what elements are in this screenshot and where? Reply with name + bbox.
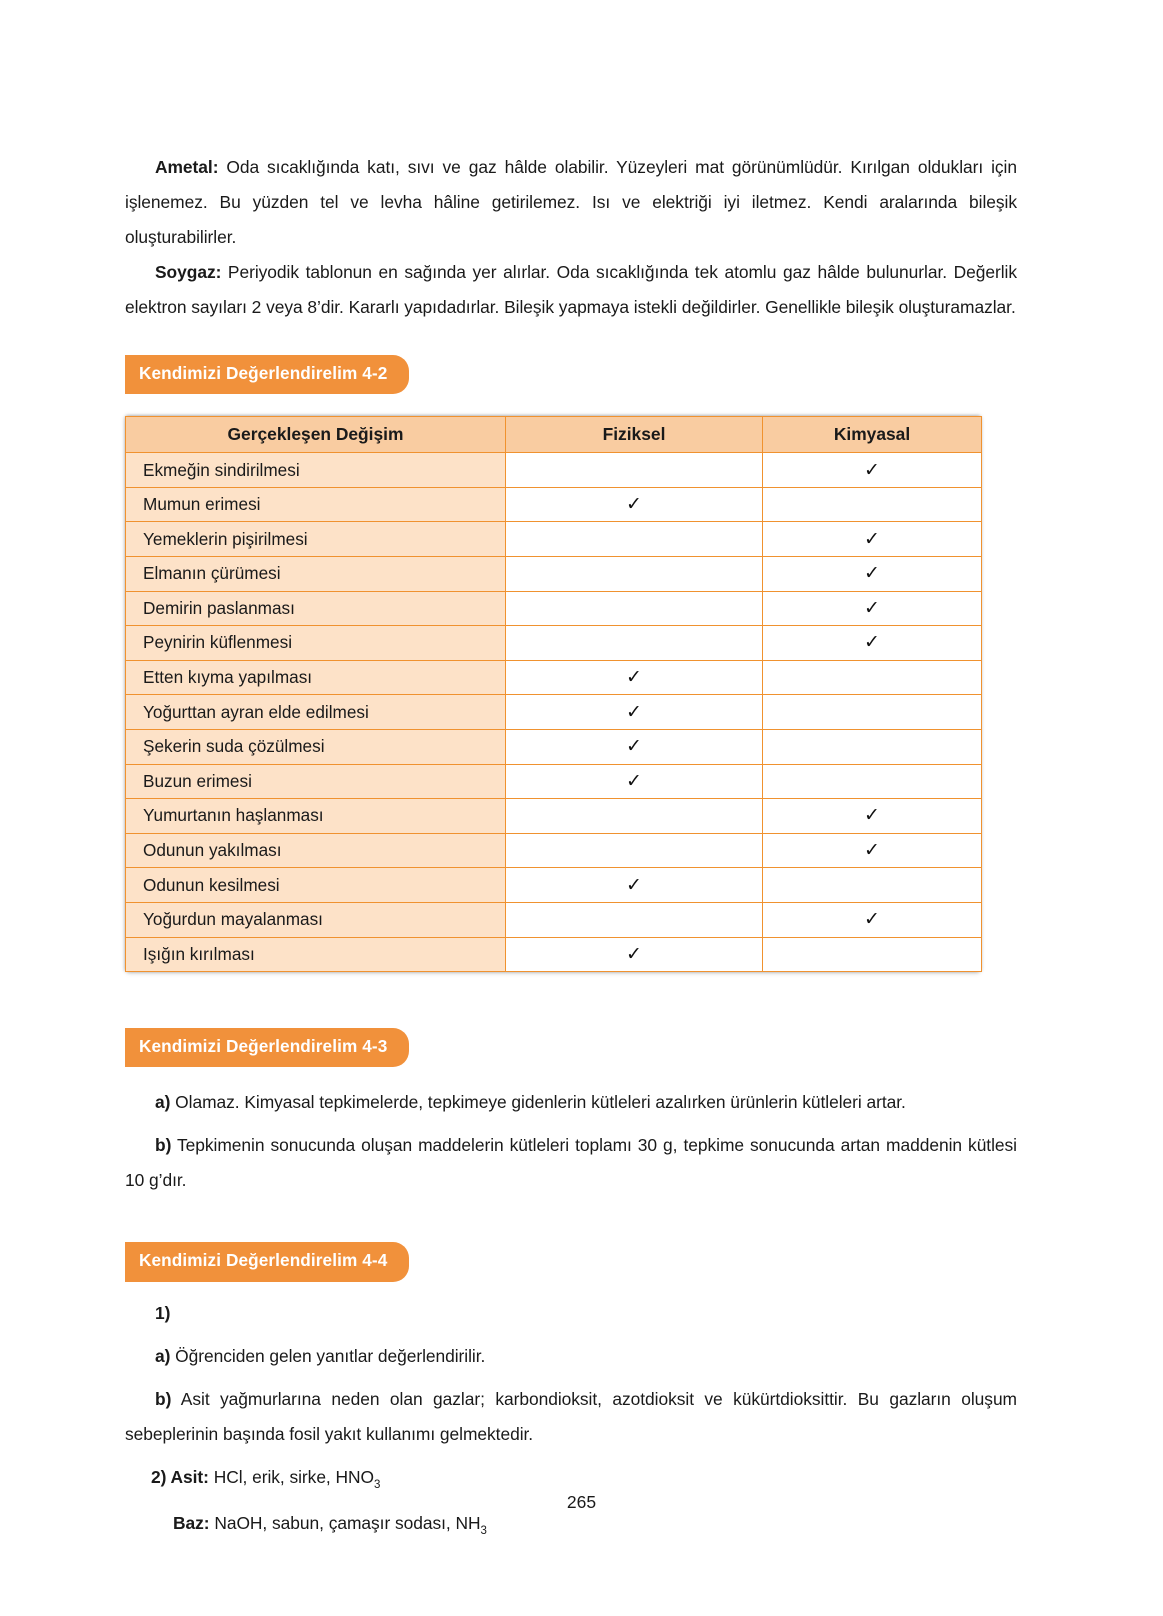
table-row (126, 453, 982, 488)
cell-fiziksel (506, 487, 763, 522)
check-icon: ✓ (864, 562, 880, 585)
check-icon: ✓ (864, 631, 880, 654)
answer-4-4-asit-text: HCl, erik, sirke, HNO (208, 1466, 374, 1487)
cell-change-name: Ekmeğin sindirilmesi (126, 453, 506, 488)
cell-kimyasal (763, 522, 982, 557)
check-icon: ✓ (626, 735, 642, 758)
changes-table (125, 416, 982, 972)
answer-4-4-asit-label: 2) Asit: (151, 1466, 209, 1487)
table-row (126, 626, 982, 661)
table-header-row (126, 417, 982, 453)
cell-kimyasal (763, 695, 982, 730)
answer-4-3-b-text: Tepkimenin sonucunda oluşan maddelerin kütleleri toplamı 30 g, tepkime sonucunda artan maddenin kütlesi 10 g’dır. (125, 1135, 1017, 1191)
table-row (126, 764, 982, 799)
answer-4-3-a (125, 1085, 1017, 1120)
cell-kimyasal (763, 729, 982, 764)
table-row (126, 902, 982, 937)
table-row (126, 799, 982, 834)
badge-kendimizi-degerlendirelim-4-4: Kendimizi Değerlendirelim 4-4 (125, 1242, 409, 1281)
cell-change-name: Etten kıyma yapılması (126, 660, 506, 695)
check-icon: ✓ (626, 700, 642, 723)
cell-fiziksel (506, 902, 763, 937)
badge-row-4-2 (125, 355, 1017, 394)
answer-4-4-baz-text: NaOH, sabun, çamaşır sodası, NH (209, 1512, 481, 1533)
cell-kimyasal (763, 556, 982, 591)
column-header-kimyasal: Kimyasal (763, 417, 982, 453)
cell-change-name: Peynirin küflenmesi (126, 626, 506, 661)
cell-kimyasal (763, 799, 982, 834)
cell-fiziksel (506, 522, 763, 557)
cell-kimyasal (763, 453, 982, 488)
cell-fiziksel (506, 764, 763, 799)
cell-fiziksel (506, 729, 763, 764)
check-icon: ✓ (626, 666, 642, 689)
answer-4-3-a-label: a) (155, 1092, 171, 1113)
cell-fiziksel (506, 591, 763, 626)
soygaz-text: Periyodik tablonun en sağında yer alırlar. Oda sıcaklığında tek atomlu gaz hâlde bulunurlar. Değerlik elektron sayıları 2 veya 8’dir. Kararlı yapıdadırlar. Bileşik yapmaya istekli değildirler. Genellikle bileşik oluşturamazlar. (125, 262, 1017, 317)
table-row (126, 660, 982, 695)
table-row (126, 695, 982, 730)
table-row (126, 487, 982, 522)
cell-kimyasal (763, 902, 982, 937)
cell-change-name: Buzun erimesi (126, 764, 506, 799)
cell-change-name: Yemeklerin pişirilmesi (126, 522, 506, 557)
soygaz-label: Soygaz: (155, 262, 222, 282)
check-icon: ✓ (864, 839, 880, 862)
cell-change-name: Odunun kesilmesi (126, 868, 506, 903)
table-row (126, 937, 982, 972)
answer-4-4-b-text: Asit yağmurlarına neden olan gazlar; karbondioksit, azotdioksit ve kükürtdioksittir. Bu gazların oluşum sebeplerinin başında fosil yakıt kullanımı gelmektedir. (125, 1388, 1017, 1444)
check-icon: ✓ (626, 942, 642, 965)
column-header-change: Gerçekleşen Değişim (126, 417, 506, 453)
question-4-4-1-label: 1) (155, 1302, 171, 1323)
answer-4-3-b-label: b) (155, 1135, 172, 1156)
answer-4-4-b (125, 1382, 1017, 1452)
ametal-text: Oda sıcaklığında katı, sıvı ve gaz hâlde olabilir. Yüzeyleri mat görünümlüdür. Kırılgan oldukları için işlenemez. Bu yüzden tel ve levha hâline getirilemez. Isı ve elektriği iyi iletmez. Kendi aralarında bileşik oluşturabilirler. (125, 157, 1017, 247)
cell-change-name: Yoğurttan ayran elde edilmesi (126, 695, 506, 730)
answer-4-3-b (125, 1128, 1017, 1198)
badge-kendimizi-degerlendirelim-4-3: Kendimizi Değerlendirelim 4-3 (125, 1028, 409, 1067)
cell-change-name: Yoğurdun mayalanması (126, 902, 506, 937)
cell-kimyasal (763, 833, 982, 868)
cell-fiziksel (506, 833, 763, 868)
check-icon: ✓ (626, 873, 642, 896)
cell-kimyasal (763, 487, 982, 522)
check-icon: ✓ (864, 804, 880, 827)
changes-table-body (126, 453, 982, 972)
cell-change-name: Şekerin suda çözülmesi (126, 729, 506, 764)
answer-4-4-b-label: b) (155, 1388, 172, 1409)
check-icon: ✓ (626, 769, 642, 792)
cell-fiziksel (506, 626, 763, 661)
cell-change-name: Elmanın çürümesi (126, 556, 506, 591)
changes-table-wrapper (125, 416, 981, 972)
check-icon: ✓ (864, 527, 880, 550)
answer-4-4-a-label: a) (155, 1345, 171, 1366)
answer-4-3-a-text: Olamaz. Kimyasal tepkimelerde, tepkimeye gidenlerin kütleleri azalırken ürünlerin kütleleri artar. (170, 1092, 906, 1113)
cell-change-name: Işığın kırılması (126, 937, 506, 972)
cell-kimyasal (763, 868, 982, 903)
cell-fiziksel (506, 937, 763, 972)
badge-kendimizi-degerlendirelim-4-2: Kendimizi Değerlendirelim 4-2 (125, 355, 409, 394)
table-row (126, 833, 982, 868)
badge-row-4-4 (125, 1242, 1017, 1281)
baz-subscript: 3 (480, 1524, 487, 1537)
cell-change-name: Demirin paslanması (126, 591, 506, 626)
table-row (126, 729, 982, 764)
answer-4-4-a-text: Öğrenciden gelen yanıtlar değerlendirilir. (170, 1345, 486, 1366)
cell-fiziksel (506, 695, 763, 730)
check-icon: ✓ (626, 493, 642, 516)
cell-fiziksel (506, 556, 763, 591)
paragraph-soygaz (125, 255, 1017, 325)
answer-4-4-a (125, 1339, 1017, 1374)
cell-change-name: Yumurtanın haşlanması (126, 799, 506, 834)
page-number: 265 (566, 1492, 597, 1512)
cell-change-name: Odunun yakılması (126, 833, 506, 868)
cell-kimyasal (763, 626, 982, 661)
cell-kimyasal (763, 764, 982, 799)
table-row (126, 868, 982, 903)
cell-fiziksel (506, 868, 763, 903)
table-row (126, 556, 982, 591)
cell-fiziksel (506, 660, 763, 695)
check-icon: ✓ (864, 596, 880, 619)
check-icon: ✓ (864, 908, 880, 931)
paragraph-ametal (125, 150, 1017, 255)
table-row (126, 591, 982, 626)
column-header-fiziksel: Fiziksel (506, 417, 763, 453)
badge-row-4-3 (125, 1028, 1017, 1067)
page-content (125, 150, 1017, 1544)
answer-4-4-baz-label: Baz: (173, 1512, 210, 1533)
ametal-label: Ametal: (155, 157, 219, 177)
table-row (126, 522, 982, 557)
cell-change-name: Mumun erimesi (126, 487, 506, 522)
cell-fiziksel (506, 453, 763, 488)
cell-kimyasal (763, 660, 982, 695)
check-icon: ✓ (864, 458, 880, 481)
asit-subscript: 3 (374, 1478, 381, 1491)
question-4-4-1 (125, 1296, 1017, 1331)
cell-fiziksel (506, 799, 763, 834)
cell-kimyasal (763, 937, 982, 972)
cell-kimyasal (763, 591, 982, 626)
